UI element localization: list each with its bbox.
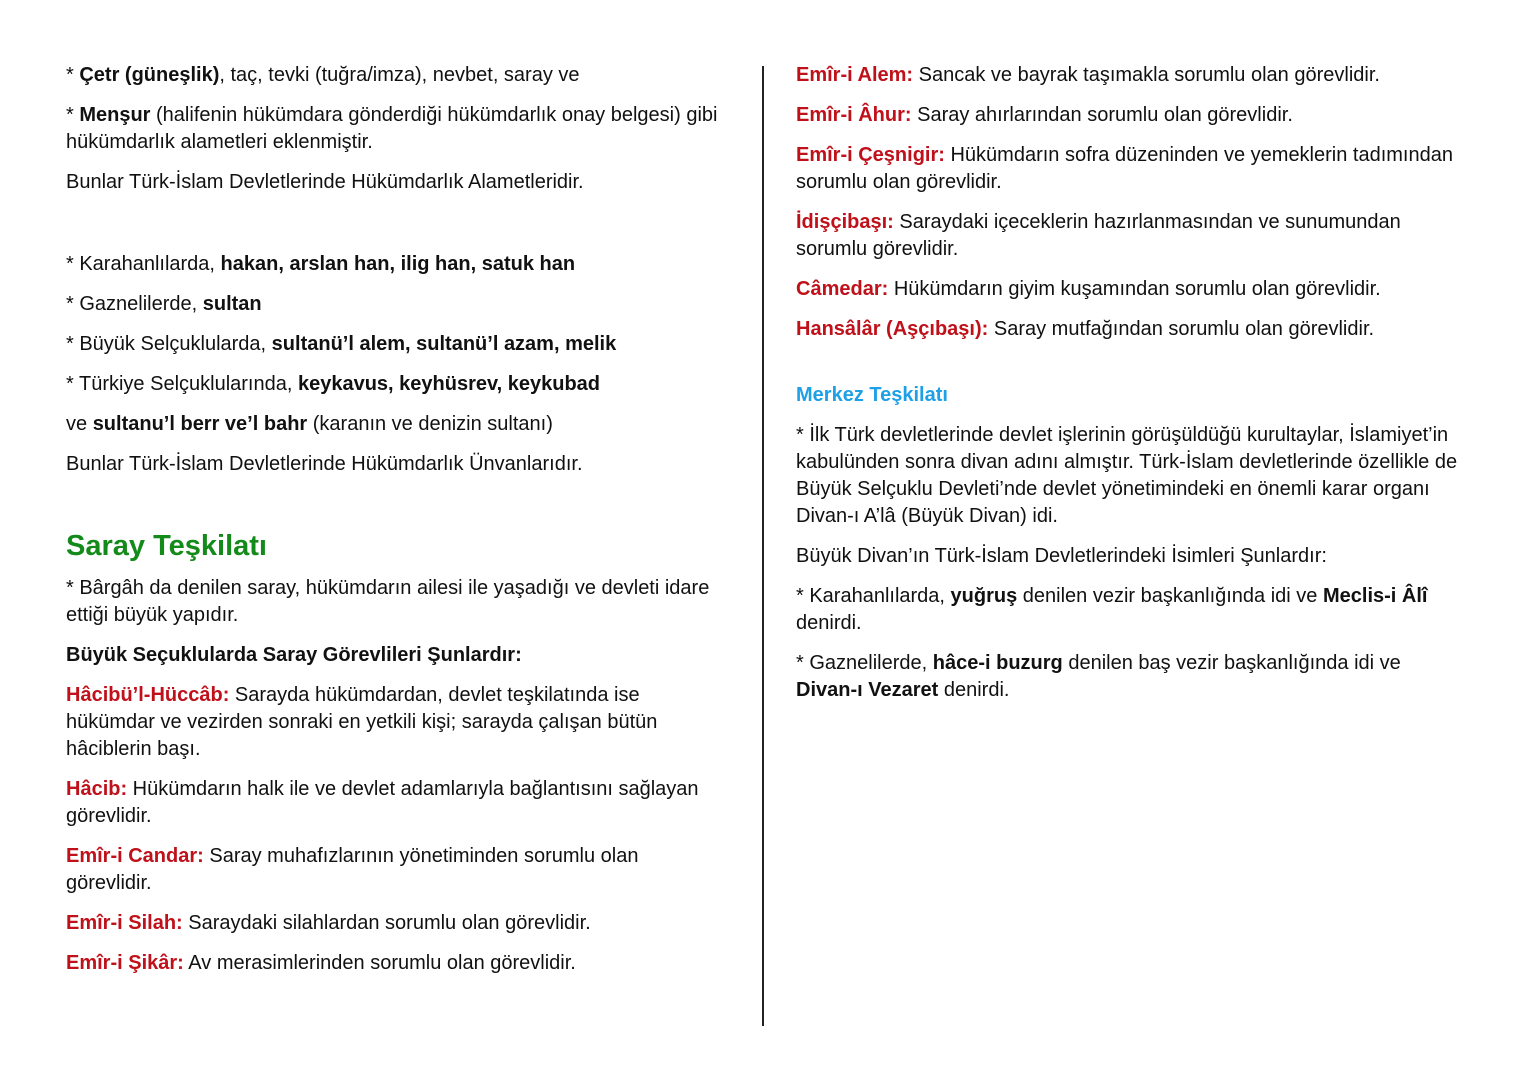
bold-term: sultan: [202, 293, 262, 315]
column-divider: [762, 66, 764, 1026]
paragraph-divan-names-heading: Büyük Divan’ın Türk-İslam Devletlerindeki İsimleri Şunlardır:: [796, 545, 1327, 567]
paragraph-title-turkiye-selcuklu: * Türkiye Selçuklularında, keykavus, keyhüsrev, keykubad: [66, 373, 601, 395]
bold-term: yuğruş: [950, 585, 1018, 607]
paragraph-divan-karahanli: * Karahanlılarda, yuğruş denilen vezir başkanlığında idi ve Meclis-i Âlî denirdi.: [796, 585, 1428, 634]
paragraph-divan: * İlk Türk devletlerinde devlet işlerinin görüşüldüğü kurultaylar, İslamiyet’in kabulünden sonra divan adını almıştır. Türk-İslam devletlerinde özellikle de Büyük Selçuklu Devleti’nde devlet yönetimindeki en önemli karar organı Divan-ı A’lâ (Büyük Divan) idi.: [796, 424, 1458, 527]
bold-term: sultanu’l berr ve’l bahr: [92, 413, 308, 435]
paragraph-title-buyuk-selcuklu: * Büyük Selçuklularda, sultanü’l alem, sultanü’l azam, melik: [66, 333, 617, 355]
section-heading-saray: Saray Teşkilatı: [66, 530, 267, 562]
official-emir-i-silah: Emîr-i Silah: Saraydaki silahlardan sorumlu olan görevlidir.: [66, 912, 591, 934]
bold-term: Menşur: [79, 104, 151, 126]
bold-term: keykavus, keyhüsrev, keykubad: [297, 373, 601, 395]
paragraph-bargah: * Bârgâh da denilen saray, hükümdarın ailesi ile yaşadığı ve devleti idare ettiği büyük yapıdır.: [66, 577, 710, 626]
official-hacibul-huccab: Hâcibü’l-Hüccâb: Sarayda hükümdardan, devlet teşkilatında ise hükümdar ve vezirden sonraki en yetkili kişi; sarayda çalışan bütün hâciblerin başı.: [66, 684, 658, 760]
right-column: [796, 62, 1466, 717]
official-emir-i-ahur: Emîr-i Âhur: Saray ahırlarından sorumlu olan görevlidir.: [796, 104, 1293, 126]
bold-term: Çetr (güneşlik): [79, 64, 220, 86]
bold-term: hakan, arslan han, ilig han, satuk han: [220, 253, 576, 275]
official-emir-i-alem: Emîr-i Alem: Sancak ve bayrak taşımakla sorumlu olan görevlidir.: [796, 64, 1380, 86]
paragraph-title-summary: Bunlar Türk-İslam Devletlerinde Hükümdarlık Ünvanlarıdır.: [66, 453, 583, 475]
official-emir-i-cesnigir: Emîr-i Çeşnigir: Hükümdarın sofra düzeninden ve yemeklerin tadımından sorumlu olan görevlidir.: [796, 144, 1453, 193]
paragraph-title-karahanli: * Karahanlılarda, hakan, arslan han, ilig han, satuk han: [66, 253, 576, 275]
paragraph-insignia-1: * Çetr (güneşlik), taç, tevki (tuğra/imza), nevbet, saray ve: [66, 64, 580, 86]
official-hansalar: Hansâlâr (Aşçıbaşı): Saray mutfağından sorumlu olan görevlidir.: [796, 318, 1375, 340]
paragraph-officials-heading: Büyük Seçuklularda Saray Görevlileri Şunlardır:: [66, 644, 522, 666]
paragraph-title-sultanul-berr: ve sultanu’l berr ve’l bahr (karanın ve denizin sultanı): [66, 413, 553, 435]
official-camedar: Câmedar: Hükümdarın giyim kuşamından sorumlu olan görevlidir.: [796, 278, 1381, 300]
paragraph-divan-gazneli: * Gaznelilerde, hâce-i buzurg denilen baş vezir başkanlığında idi ve Divan-ı Vezaret denirdi.: [796, 652, 1401, 701]
paragraph-insignia-2: * Menşur (halifenin hükümdara gönderdiği hükümdarlık onay belgesi) gibi hükümdarlık alametleri eklenmiştir.: [66, 104, 718, 153]
paragraph-title-gazneli: * Gaznelilerde, sultan: [66, 293, 262, 315]
official-emir-i-candar: Emîr-i Candar: Saray muhafızlarının yönetiminden sorumlu olan görevlidir.: [66, 845, 639, 894]
bold-term: hâce-i buzurg: [932, 652, 1063, 674]
section-heading-merkez: Merkez Teşkilatı: [796, 384, 948, 406]
official-emir-i-sikar: Emîr-i Şikâr: Av merasimlerinden sorumlu olan görevlidir.: [66, 952, 576, 974]
paragraph-insignia-summary: Bunlar Türk-İslam Devletlerinde Hükümdarlık Alametleridir.: [66, 171, 584, 193]
bold-term: Divan-ı Vezaret: [796, 679, 939, 701]
official-idiscibasi: İdişçibaşı: Saraydaki içeceklerin hazırlanmasından ve sunumundan sorumlu görevlidir.: [796, 211, 1401, 260]
bold-term: Meclis-i Âlî: [1322, 585, 1428, 607]
left-column: [66, 62, 726, 990]
bold-term: sultanü’l alem, sultanü’l azam, melik: [271, 333, 617, 355]
official-hacib: Hâcib: Hükümdarın halk ile ve devlet adamlarıyla bağlantısını sağlayan görevlidir.: [66, 778, 699, 827]
